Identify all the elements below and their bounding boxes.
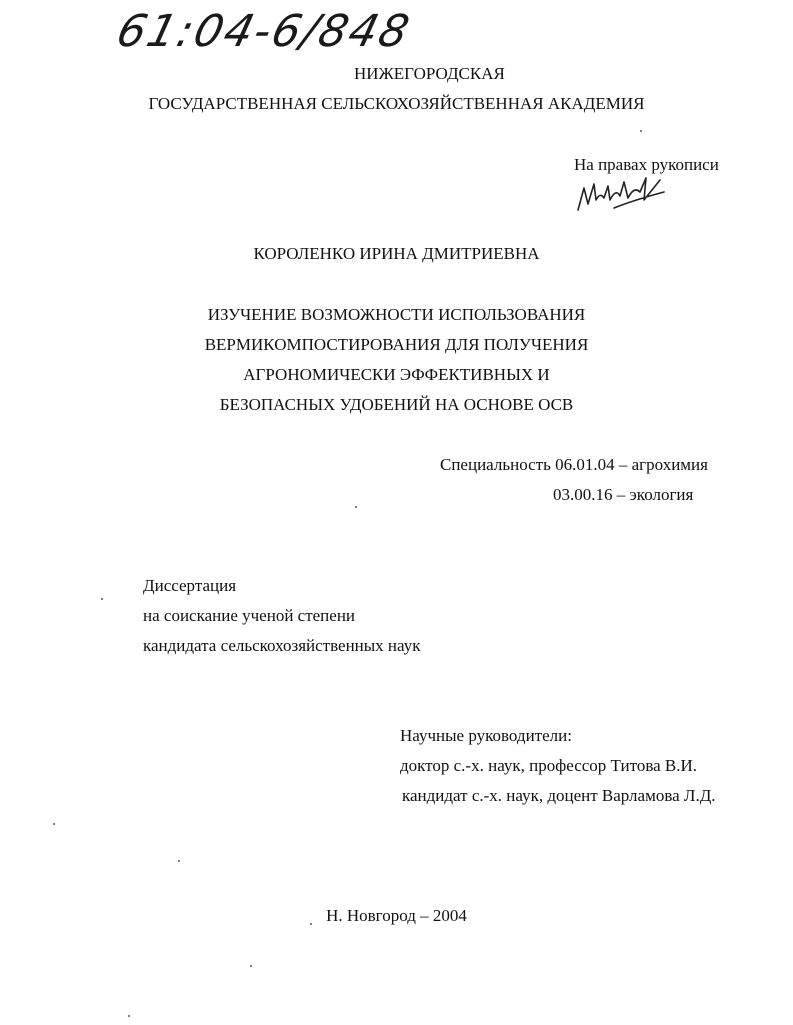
scan-speck: [128, 1015, 130, 1017]
supervisor-1: доктор с.-х. наук, профессор Титова В.И.: [400, 756, 698, 775]
scan-speck: [53, 823, 55, 825]
dissertation-line-2: на соискание ученой степени: [143, 606, 356, 625]
scan-speck: [250, 965, 252, 967]
institution-line-2: ГОСУДАРСТВЕННАЯ СЕЛЬСКОХОЗЯЙСТВЕННАЯ АКАДЕМИЯ: [148, 94, 645, 113]
scan-speck: [640, 130, 642, 132]
title-line-1: ИЗУЧЕНИЕ ВОЗМОЖНОСТИ ИСПОЛЬЗОВАНИЯ: [207, 305, 586, 324]
supervisor-2: кандидат с.-х. наук, доцент Варламова Л.Д.: [402, 786, 716, 805]
signature-scribble: [574, 170, 674, 218]
archive-number-handwritten: 61:04-6/848: [111, 6, 416, 57]
scan-speck: [178, 860, 180, 862]
title-line-2: ВЕРМИКОМПОСТИРОВАНИЯ ДЛЯ ПОЛУЧЕНИЯ: [204, 335, 589, 354]
specialty-line-2: 03.00.16 – экология: [553, 485, 694, 504]
scan-speck: [101, 598, 103, 600]
scan-speck: [355, 506, 357, 508]
title-line-3: АГРОНОМИЧЕСКИ ЭФФЕКТИВНЫХ И: [243, 365, 550, 384]
supervisors-heading: Научные руководители:: [400, 726, 572, 745]
title-line-4: БЕЗОПАСНЫХ УДОБЕНИЙ НА ОСНОВЕ ОСВ: [219, 395, 574, 414]
scan-speck: [310, 923, 312, 925]
author-name: КОРОЛЕНКО ИРИНА ДМИТРИЕВНА: [253, 244, 540, 263]
specialty-line-1: Специальность 06.01.04 – агрохимия: [440, 455, 708, 474]
manuscript-rights: На правах рукописи: [574, 155, 719, 174]
dissertation-line-3: кандидата сельскохозяйственных наук: [143, 636, 421, 655]
city-year: Н. Новгород – 2004: [326, 906, 467, 925]
institution-line-1: НИЖЕГОРОДСКАЯ: [354, 64, 505, 83]
dissertation-line-1: Диссертация: [143, 576, 237, 595]
